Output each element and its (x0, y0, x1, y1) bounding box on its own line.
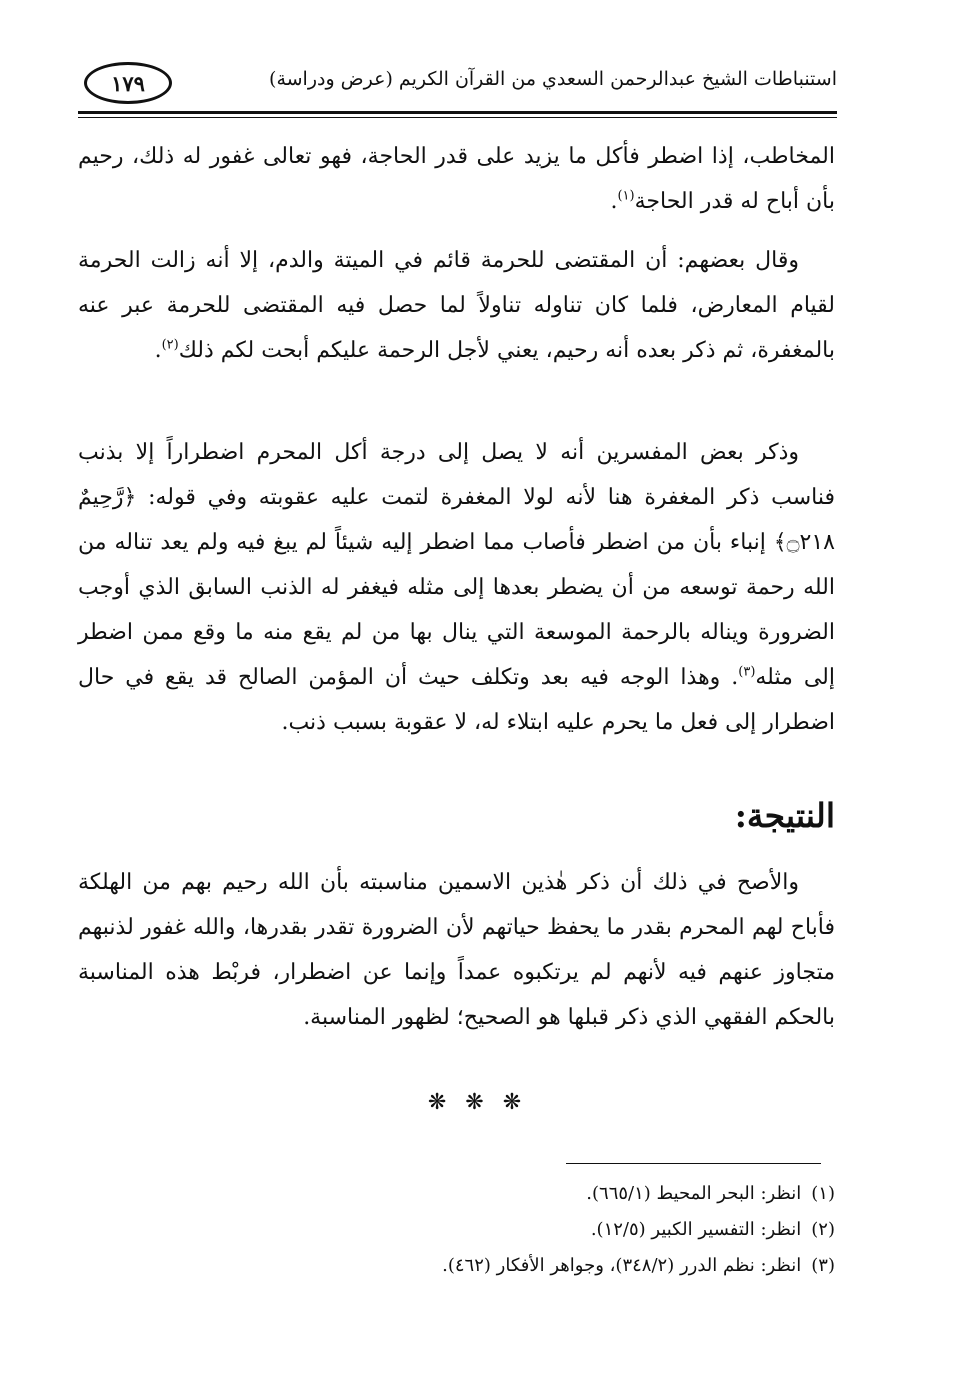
footnote-2-number: (٢) (811, 1219, 835, 1240)
paragraph-4-text: والأصح في ذلك أن ذكر هٰذين الاسمين مناسبته بأن الله رحيم بهم من الهلكة فأباح لهم المحرم بقدر ما يحفظ حياتهم لأن الضرورة تقدر بقدرها، والله غفور لذنبهم متجاوز عنهم فيه لأنهم لم يرتكبوه عمداً وإنما عن اضطرار، فربْط هذه المناسبة بالحكم الفقهي الذي ذكر قبلها هو الصحيح؛ لظهور المناسبة. (78, 870, 835, 1030)
footnote-ref-3: (٣) (738, 664, 756, 680)
footnotes (275, 1176, 835, 1284)
header-rule-thick (78, 111, 837, 114)
footnote-3-text: انظر: نظم الدرر (٣٤٨/٢)، وجواهر الأفكار (٤٦٢). (442, 1255, 802, 1276)
paragraph-1-text: المخاطب، إذا اضطر فأكل ما يزيد على قدر الحاجة، فهو تعالى غفور له ذلك، رحيم بأن أباح له قدر الحاجة (78, 144, 835, 214)
paragraph-3-text-b: . وهذا الوجه فيه بعد وتكلف حيث أن المؤمن الصالح قد يقع في حال اضطرار إلى فعل ما يحرم عليه ابتلاء له، لا عقوبة بسبب ذنب. (78, 665, 835, 735)
section-separator-stars: ❋ ❋ ❋ (427, 1090, 528, 1115)
paragraph-3-text-a: وذكر بعض المفسرين أنه لا يصل إلى درجة أكل المحرم اضطراراً إلا بذنب فناسب ذكر المغفرة هنا لأنه لولا المغفرة لتمت عليه عقوبته وفي قوله: ﴿رَّحِيمٌ ۝٢١٨﴾ إنباء بأن من اضطر فأصاب مما اضطر إليه شيئاً لم يبغ فيه ولم يعد تناله من الله رحمة توسعه من أن يضطر بعدها إلى مثله فيغفر له الذنب السابق الذي أوجب الضرورة ويناله بالرحمة الموسعة التي ينال بها من لم يقع منه ما وقع ممن اضطر إلى مثله (78, 440, 835, 690)
running-title: استنباطات الشيخ عبدالرحمن السعدي من القرآن الكريم (عرض ودراسة) (269, 68, 837, 90)
footnote-rule (566, 1163, 821, 1164)
paragraph-2-end: . (154, 338, 162, 363)
page-number: ١٧٩ (84, 62, 172, 104)
footnote-ref-2: (٢) (161, 337, 179, 353)
paragraph-3 (78, 430, 835, 745)
footnote-2-text: انظر: التفسير الكبير (١٢/٥). (590, 1219, 802, 1240)
section-heading-result: النتيجة: (734, 796, 835, 835)
footnote-3-number: (٣) (811, 1255, 835, 1276)
footnote-1-text: انظر: البحر المحيط (٦٦٥/١). (586, 1183, 802, 1204)
footnote-1-number: (١) (811, 1183, 835, 1204)
paragraph-1-end: . (610, 189, 618, 214)
footnote-2 (275, 1212, 835, 1248)
paragraph-2 (78, 238, 835, 373)
footnote-1 (275, 1176, 835, 1212)
paragraph-1 (78, 134, 835, 224)
header-rule-thin (78, 117, 837, 118)
paragraph-2-text: وقال بعضهم: أن المقتضى للحرمة قائم في الميتة والدم، إلا أنه زالت الحرمة لقيام المعارض، فلما كان تناوله تناولاً لما حصل فيه المقتضى للحرمة عبر عنه بالمغفرة، ثم ذكر بعده أنه رحيم، يعني لأجل الرحمة عليكم أبحت لكم ذلك (78, 248, 835, 363)
footnote-3 (275, 1248, 835, 1284)
paragraph-4 (78, 860, 835, 1040)
footnote-ref-1: (١) (617, 188, 635, 204)
page-header (78, 62, 837, 112)
